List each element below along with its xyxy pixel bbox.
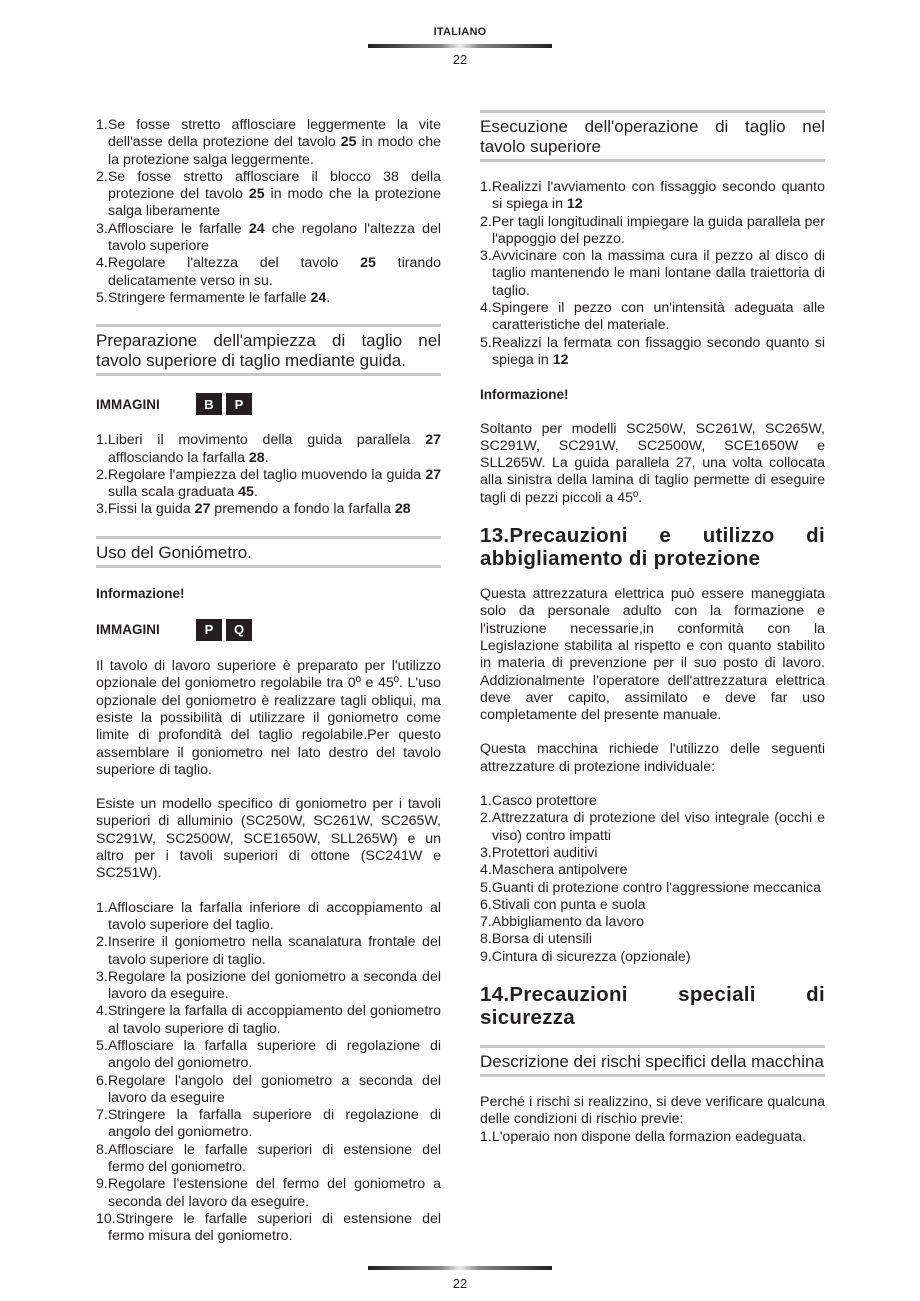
list-item (96, 290, 441, 307)
list-item (96, 255, 441, 290)
list-item (480, 949, 825, 966)
list-text: sulla scala graduata (108, 484, 239, 501)
list-item (480, 793, 825, 810)
list-text: 5.Realizzi la fermata con fissaggio secondo quanto si spiega in (480, 334, 825, 368)
list-item (480, 300, 825, 335)
list-item (96, 1176, 441, 1211)
figure-reference (96, 393, 441, 415)
paragraph: Perché i rischi si realizzino, si deve verificare qualcuna delle condizioni di rischio previe: (480, 1093, 825, 1128)
list-item (480, 897, 825, 914)
list-item (480, 880, 825, 897)
list-item (96, 501, 441, 518)
left-column (96, 117, 441, 1263)
list-text: 4.Stringere la farfalla di accoppiamento del goniometro al tavolo superiore di taglio. (96, 1003, 441, 1037)
figure-badge: B (196, 393, 222, 415)
info-label: Informazione! (96, 585, 185, 601)
list-text: 1.Liberi il movimento della guida parallela (96, 432, 426, 449)
section-heading: Descrizione dei rischi specifici della macchina (480, 1045, 825, 1077)
list-item (96, 1073, 441, 1108)
list-text: in modo che la protezione salga leggermente. (108, 134, 441, 168)
list-item (96, 467, 441, 502)
list-text: 5.Stringere fermamente le farfalle (96, 289, 311, 306)
list-text: 3.Afflosciare le farfalle (96, 220, 249, 237)
list-item (96, 1038, 441, 1073)
list-text: 7.Abbigliamento da lavoro (480, 914, 645, 931)
page-number-top: 22 (452, 52, 468, 67)
list-item (96, 1107, 441, 1142)
numbered-list (96, 117, 441, 307)
list-text: 2.Per tagli longitudinali impiegare la guida parallela per l'appoggio del pezzo. (480, 213, 825, 247)
list-item (96, 1142, 441, 1177)
list-text: afflosciando la farfalla (108, 449, 249, 466)
list-item (96, 169, 441, 221)
list-text: . (264, 449, 269, 466)
reference-number: 25 (248, 186, 265, 203)
list-text: 5.Afflosciare la farfalla superiore di regolazione di angolo del goniometro. (96, 1037, 441, 1072)
list-text: 3.Protettori auditivi (480, 844, 598, 861)
reference-number: 25 (360, 255, 376, 272)
list-text: 9.Regolare l'estensione del fermo del goniometro a seconda del lavoro da eseguire. (96, 1176, 441, 1210)
list-text: 3.Fissi la guida (96, 501, 195, 518)
list-text: 8.Borsa di utensili (480, 931, 592, 948)
list-text: 6.Regolare l'angolo del goniometro a seconda del lavoro da eseguire (96, 1072, 441, 1106)
list-item (96, 1211, 441, 1246)
list-text: 1.Se fosse stretto afflosciare leggermente la vite dell'asse della protezione del tavolo (96, 117, 441, 151)
list-item (480, 248, 825, 300)
list-item (96, 432, 441, 467)
list-item (96, 969, 441, 1004)
paragraph: Il tavolo di lavoro superiore è preparato per l'utilizzo opzionale del goniometro regolabile tra 0º e 45º. L'uso opzionale del goniometro è realizzare tagli obliqui, ma esiste la possibilità di utilizzare il goniometro come limite di profondità del taglio regolabile.Per questo assemblare il goniometro nel lato destro del tavolo superiore di taglio. (96, 658, 441, 778)
list-item (480, 845, 825, 862)
paragraph: Questa macchina richiede l'utilizzo delle seguenti attrezzature di protezione individuale: (480, 741, 825, 775)
list-text: 1.Afflosciare la farfalla inferiore di accoppiamento al tavolo superiore del taglio. (96, 899, 441, 933)
list-item (480, 1129, 825, 1146)
figure-label: IMMAGINI (96, 396, 160, 412)
figure-badge: Q (226, 619, 252, 641)
section-heading: Preparazione dell'ampiezza di taglio nel tavolo superiore di taglio mediante guida. (96, 324, 441, 376)
list-item (480, 914, 825, 931)
list-item (96, 221, 441, 256)
numbered-list (96, 432, 441, 518)
list-item (480, 862, 825, 879)
numbered-list (480, 1129, 825, 1146)
numbered-list (96, 900, 441, 1246)
list-text: premendo a fondo la farfalla (210, 501, 395, 518)
list-text: 2.Attrezzatura di protezione del viso integrale (occhi e viso) contro impatti (480, 810, 825, 844)
paragraph: Esiste un modello specifico di goniometro per i tavoli superiori di alluminio (SC250W, SC261W, SC265W, SC291W, SC2500W, SCE1650W, SLL265W) e un altro per i tavoli superiori di ottone (SC241W e SC251W). (96, 796, 441, 882)
list-text: 6.Stivali con punta e suola (480, 896, 646, 913)
reference-number: 27 (194, 501, 211, 518)
list-item (480, 931, 825, 948)
list-item (480, 335, 825, 370)
list-text: tirando delicatamente verso in su. (108, 255, 442, 289)
figure-badge: P (226, 393, 252, 415)
list-text: 2.Regolare l'ampiezza del taglio muovendo la guida (96, 466, 426, 483)
list-text: 3.Avvicinare con la massima cura il pezzo al disco di taglio mantenendo le mani lontane dalla traiettoria di taglio. (480, 248, 825, 299)
list-text: 1.L'operaio non dispone della formazion eadeguata. (480, 1128, 807, 1145)
list-text: 8.Afflosciare le farfalle superiori di estensione del fermo del goniometro. (96, 1141, 441, 1176)
paragraph: Questa attrezzatura elettrica può essere maneggiata solo da personale adulto con la formazione e l'istruzione necessarie,in conformità con la Legislazione stabilita al rispetto e con quanto stabilito in materia di prevenzione per il suo posto di lavoro. Addizionalmente l'operatore dell'attrezzatura elettrica deve aver capito, assimilato e deve far uso completamente del presente manuale. (480, 586, 825, 724)
reference-number: 28 (248, 449, 265, 466)
right-column (480, 110, 825, 1163)
chapter-heading: 14.Precauzioni speciali di sicurezza (480, 982, 825, 1029)
list-text: 9.Cintura di sicurezza (opzionale) (480, 948, 691, 965)
list-text: 4.Maschera antipolvere (480, 862, 628, 879)
list-text: 4.Regolare l'altezza del tavolo (96, 255, 361, 272)
list-text: 7.Stringere la farfalla superiore di regolazione di angolo del goniometro. (96, 1107, 441, 1141)
list-text: 10.Stringere le farfalle superiori di estensione del fermo misura del goniometro. (96, 1210, 441, 1245)
list-item (96, 934, 441, 969)
numbered-list (480, 179, 825, 369)
list-text: 2.Se fosse stretto afflosciare il blocco 38 della protezione del tavolo (96, 168, 441, 203)
list-text: 1.Casco protettore (480, 793, 597, 810)
list-text: 5.Guanti di protezione contro l'aggressione meccanica (480, 879, 822, 896)
page-footer (368, 1266, 552, 1291)
footer-rule (368, 1266, 552, 1270)
reference-number: 12 (552, 351, 569, 368)
info-label: Informazione! (480, 387, 569, 403)
figure-label: IMMAGINI (96, 622, 160, 638)
page-number-bottom: 22 (452, 1276, 468, 1291)
list-text: che regolano l'altezza del tavolo superiore (108, 220, 441, 255)
reference-number: 25 (340, 134, 357, 151)
figure-badge: P (196, 619, 222, 641)
list-text: . (326, 289, 331, 306)
section-heading: Uso del Goniómetro. (96, 536, 441, 568)
page-header (368, 26, 552, 67)
list-text: 1.Realizzi l'avviamento con fissaggio secondo quanto si spiega in (480, 179, 825, 213)
language-label: ITALIANO (433, 26, 487, 38)
list-item (480, 179, 825, 214)
list-text: in modo che la protezione salga liberamente (108, 186, 441, 220)
reference-number: 24 (310, 289, 327, 306)
reference-number: 28 (394, 501, 411, 518)
section-heading: Esecuzione dell'operazione di taglio nel tavolo superiore (480, 110, 825, 162)
reference-number: 24 (248, 220, 265, 237)
list-item (96, 1003, 441, 1038)
list-item (480, 214, 825, 249)
list-item (96, 117, 441, 169)
reference-number: 27 (425, 466, 441, 483)
chapter-heading: 13.Precauzioni e utilizzo di abbigliamento di protezione (480, 524, 825, 571)
list-text: 2.Inserire il goniometro nella scanalatura frontale del tavolo superiore di taglio. (96, 934, 441, 968)
list-item (96, 900, 441, 935)
list-text: 4.Spingere il pezzo con un'intensità adeguata alle caratteristiche del materiale. (480, 300, 825, 334)
figure-reference (96, 619, 441, 641)
numbered-list (480, 793, 825, 966)
paragraph: Soltanto per modelli SC250W, SC261W, SC265W, SC291W, SC291W, SC2500W, SCE1650W e SLL265W. La guida parallela 27, una volta collocata alla sinistra della lamina di taglio permette di eseguire tagli di pezzi piccoli a 45º. (480, 420, 825, 506)
reference-number: 12 (566, 196, 583, 213)
reference-number: 45 (238, 484, 254, 501)
list-item (480, 810, 825, 845)
header-rule (368, 44, 552, 48)
list-text: . (253, 484, 258, 501)
list-text: 3.Regolare la posizione del goniometro a seconda del lavoro da eseguire. (96, 968, 441, 1003)
reference-number: 27 (425, 432, 441, 449)
